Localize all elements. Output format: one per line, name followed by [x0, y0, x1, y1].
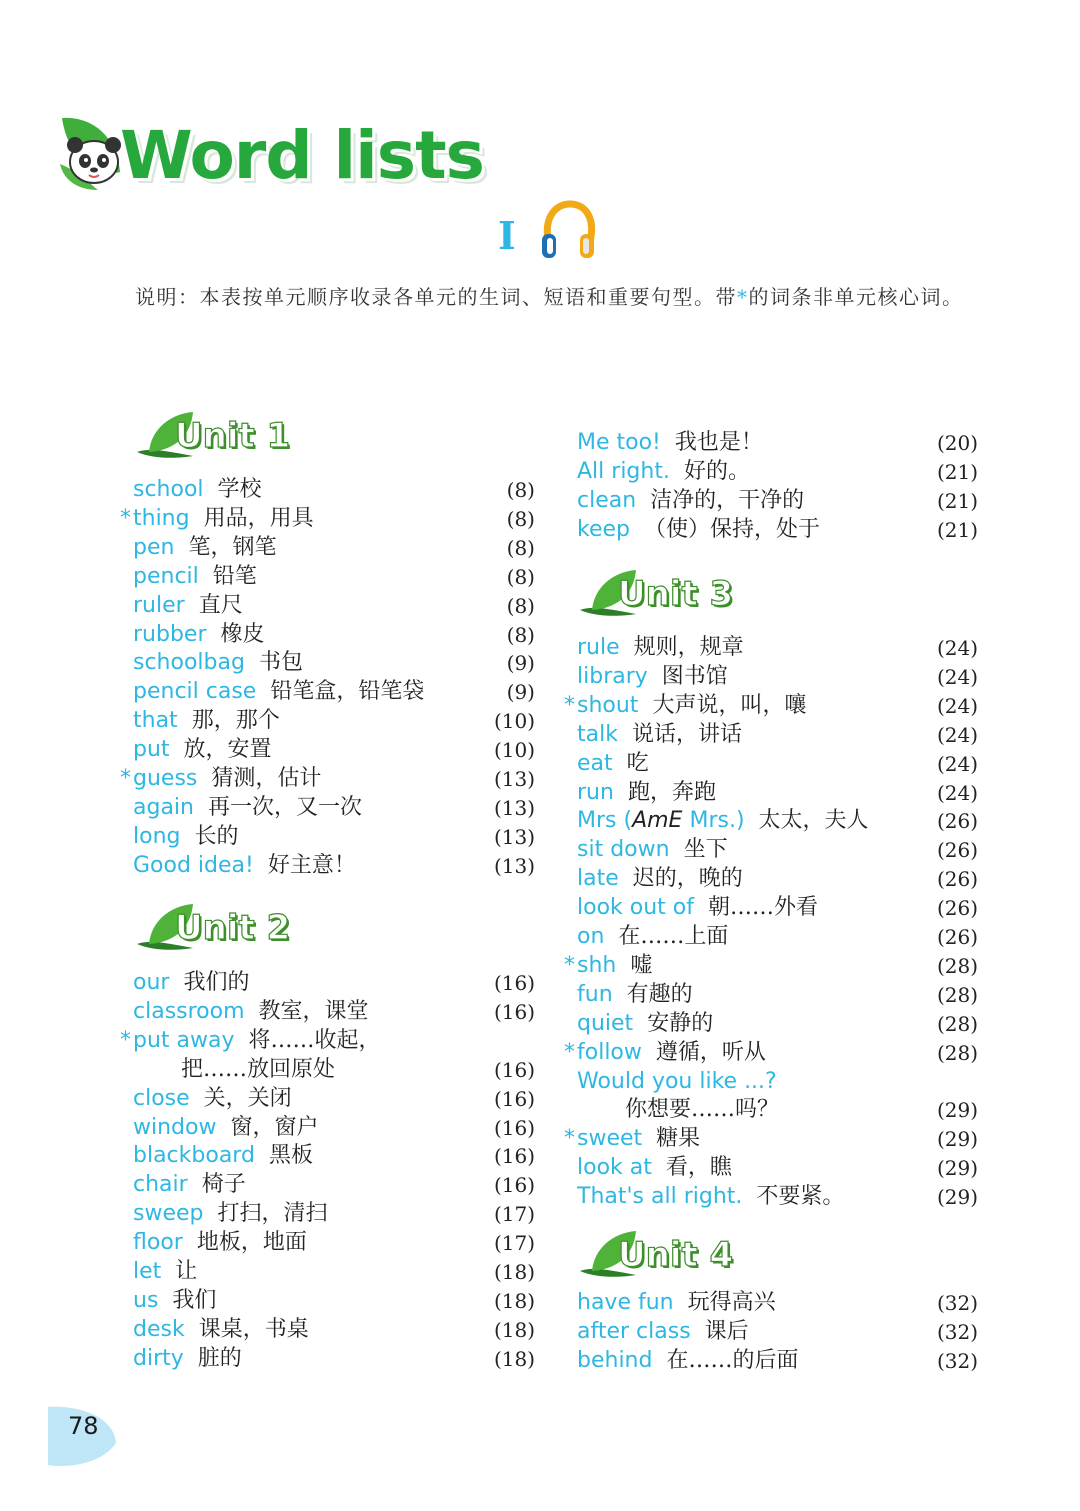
- entry-page: (13): [493, 795, 535, 820]
- entry-word: [133, 970, 169, 995]
- non-core-marker: *: [564, 1126, 575, 1152]
- entry-page: (16): [493, 999, 535, 1024]
- unit-4-heading: Unit 4: [578, 1227, 778, 1283]
- entry-page: (8): [506, 506, 535, 531]
- entry-meaning: 我们的: [183, 970, 250, 995]
- entry-word: [577, 751, 613, 776]
- entry-word-text: sweet: [577, 1126, 643, 1152]
- entry-meaning: 放，安置: [183, 737, 272, 763]
- page-number: 78: [68, 1412, 99, 1440]
- entry-word-text: again: [133, 794, 194, 820]
- entry-word: [577, 1069, 777, 1094]
- non-core-marker: *: [120, 505, 131, 531]
- unit-1-heading: Unit 1: [135, 408, 335, 464]
- list-item: [133, 793, 535, 823]
- entry-page: (16): [493, 1086, 535, 1111]
- entry-word: [577, 982, 613, 1007]
- list-item: [577, 922, 978, 952]
- intro-note: 说明：本表按单元顺序收录各单元的生词、短语和重要句型。带*的词条非单元核心词。: [135, 285, 964, 309]
- entry-meaning: 窗，窗户: [230, 1114, 319, 1140]
- entry-word: [133, 795, 194, 820]
- entry-meaning: 在……的后面: [666, 1347, 799, 1373]
- entry-word-text: put away: [133, 1027, 235, 1053]
- entry-meaning: 把……放回原处: [181, 1056, 336, 1082]
- entry-page: (18): [493, 1260, 535, 1284]
- entry-word-tail: Mrs.): [682, 808, 745, 834]
- list-item: [577, 980, 978, 1010]
- entry-word-text: let: [133, 1259, 162, 1284]
- entry-word: [577, 1011, 633, 1036]
- entry-word-text: look out of: [577, 895, 694, 921]
- entry-word: [133, 766, 197, 791]
- entry-word-text: ruler: [133, 592, 185, 618]
- entry-word: [133, 824, 180, 849]
- list-item: [133, 1055, 535, 1085]
- entry-word-text: sweep: [133, 1201, 204, 1227]
- entry-meaning: 吃: [626, 750, 649, 776]
- entry-word-text: dirty: [133, 1345, 184, 1371]
- entry-word: [577, 488, 636, 513]
- entry-meaning: 跑，奔跑: [627, 779, 716, 805]
- entry-word: [577, 953, 616, 978]
- entry-word: [577, 664, 648, 689]
- entry-page: (16): [493, 1144, 535, 1169]
- entry-word-text: pencil case: [133, 679, 257, 705]
- entry-word: [133, 535, 174, 560]
- entry-meaning: 有趣的: [626, 981, 693, 1007]
- entry-word-text: eat: [577, 750, 613, 776]
- entry-page: (16): [493, 1173, 535, 1198]
- entry-word-text: put: [133, 737, 170, 763]
- entry-meaning: 糖果: [656, 1126, 701, 1152]
- list-item: [577, 835, 978, 865]
- entry-word: [133, 708, 178, 733]
- list-item: [133, 1286, 535, 1316]
- entry-meaning: 玩得高兴: [687, 1290, 776, 1315]
- list-item: [577, 633, 978, 663]
- entry-word: [577, 1319, 691, 1344]
- entry-word-text: desk: [133, 1316, 185, 1342]
- entry-word: [133, 506, 190, 531]
- entry-meaning: 橡皮: [220, 621, 265, 647]
- headphones-icon[interactable]: [538, 200, 598, 262]
- entry-word-text: classroom: [133, 998, 245, 1024]
- entry-word-text: keep: [577, 516, 630, 542]
- entry-word: [133, 564, 199, 589]
- entry-meaning: 铅笔: [212, 563, 257, 589]
- entry-word-text: look at: [577, 1155, 652, 1181]
- list-item: [133, 997, 535, 1027]
- entry-meaning: 不要紧。: [756, 1184, 845, 1210]
- list-item: [577, 864, 978, 894]
- entry-page: (8): [506, 535, 535, 560]
- entry-page: (21): [936, 459, 978, 484]
- list-item: [133, 533, 535, 563]
- entry-word-text: blackboard: [133, 1143, 255, 1169]
- list-item: [133, 1084, 535, 1114]
- entry-word-text: on: [577, 924, 605, 949]
- list-item: [577, 428, 978, 458]
- entry-meaning: 将……收起，: [248, 1027, 381, 1053]
- entry-word: [577, 1040, 642, 1065]
- list-item: [133, 562, 535, 592]
- entry-word-text: thing: [133, 505, 190, 531]
- entry-word-text: chair: [133, 1172, 188, 1198]
- entry-word-text: after class: [577, 1318, 691, 1344]
- entry-page: (9): [506, 680, 535, 705]
- list-item: [577, 1346, 978, 1376]
- entry-word-text: follow: [577, 1039, 642, 1065]
- entry-meaning: 学校: [217, 477, 262, 502]
- entry-word: [133, 1201, 204, 1226]
- entry-page: (28): [936, 982, 978, 1007]
- entry-meaning: 笔，钢笔: [188, 534, 277, 560]
- list-item: [133, 1113, 535, 1143]
- list-item: [133, 1228, 535, 1258]
- list-item: [133, 706, 535, 736]
- entry-word-text: That's all right.: [577, 1184, 743, 1210]
- entry-meaning: 你想要……吗？: [625, 1097, 780, 1123]
- entry-meaning: 在……上面: [618, 924, 729, 949]
- non-core-marker: *: [564, 692, 575, 718]
- entry-page: (17): [493, 1231, 535, 1256]
- list-item: [133, 648, 535, 678]
- list-item: [133, 591, 535, 621]
- entry-meaning: （使）保持，处于: [644, 516, 821, 542]
- entry-word-text: us: [133, 1287, 159, 1313]
- entry-meaning: 坐下: [683, 837, 728, 863]
- list-item: [577, 720, 978, 750]
- entry-meaning: 铅笔盒，铅笔袋: [270, 679, 425, 705]
- entry-page: (20): [936, 431, 978, 455]
- title-text: Word lists: [120, 117, 484, 194]
- entry-page: (26): [936, 896, 978, 921]
- entry-page: (24): [936, 751, 978, 776]
- list-item: [577, 1288, 978, 1318]
- list-item: [133, 1257, 535, 1287]
- entry-word: [133, 650, 245, 675]
- entry-page: (24): [936, 636, 978, 660]
- entry-page: (24): [936, 722, 978, 747]
- entry-word-text: schoolbag: [133, 650, 245, 676]
- entry-word: [133, 679, 256, 704]
- entry-word-text: pencil: [133, 563, 199, 589]
- list-item: [577, 515, 978, 545]
- unit-3-heading: Unit 3: [578, 566, 778, 622]
- entry-page: (24): [936, 693, 978, 718]
- entry-page: (24): [936, 780, 978, 805]
- entry-page: (32): [936, 1348, 978, 1373]
- entry-page: (26): [936, 838, 978, 863]
- entry-meaning: 长的: [194, 823, 239, 849]
- list-item: [577, 1317, 978, 1347]
- entry-page: (32): [936, 1291, 978, 1315]
- entry-word: [577, 808, 745, 833]
- entry-page: (29): [936, 1156, 978, 1181]
- list-item: [564, 1124, 978, 1154]
- list-item: [577, 1095, 978, 1125]
- entry-meaning: 朝……外看: [708, 895, 819, 921]
- entry-page: (16): [493, 1115, 535, 1140]
- entry-meaning: 遵循，听从: [655, 1039, 766, 1065]
- entry-meaning: 好的。: [683, 458, 750, 484]
- entry-word: [133, 593, 185, 618]
- page-title: [58, 112, 488, 196]
- entry-page: (28): [936, 1011, 978, 1036]
- entry-word-text: talk: [577, 721, 618, 747]
- entry-word: [133, 1317, 185, 1342]
- list-item: [577, 486, 978, 516]
- entry-meaning: 好主意！: [267, 852, 356, 878]
- entry-page: (13): [493, 767, 535, 791]
- entry-word: [133, 999, 245, 1024]
- entry-word-text: rubber: [133, 621, 207, 647]
- list-item: [577, 1009, 978, 1039]
- entry-word-text: window: [133, 1114, 217, 1140]
- list-item: [577, 778, 978, 808]
- entry-meaning: 关，关闭: [203, 1085, 292, 1111]
- entry-meaning: 洁净的，干净的: [650, 487, 805, 513]
- entry-word-text: quiet: [577, 1010, 634, 1036]
- entry-page: (13): [493, 853, 535, 878]
- entry-word: [577, 693, 638, 718]
- entry-word-text: Would you like ...?: [577, 1068, 777, 1094]
- list-item: [133, 677, 535, 707]
- entry-word-text: close: [133, 1085, 190, 1111]
- entry-meaning: 图书馆: [661, 663, 728, 689]
- entry-word: [133, 1143, 255, 1168]
- non-core-marker: *: [564, 1039, 575, 1065]
- entry-meaning: 地板，地面: [196, 1230, 307, 1256]
- entry-meaning: 规则，规章: [633, 635, 744, 660]
- entry-word: [577, 430, 661, 455]
- entry-page: (13): [493, 824, 535, 849]
- entry-page: (16): [493, 971, 535, 995]
- entry-page: (8): [506, 622, 535, 647]
- entry-word: [577, 837, 670, 862]
- non-core-marker: *: [120, 1027, 131, 1053]
- entry-meaning: 书包: [258, 650, 303, 676]
- entry-word: [133, 1288, 158, 1313]
- entry-word-note: AmE: [632, 808, 683, 834]
- entry-word-text: rule: [577, 635, 620, 660]
- entry-meaning: 大声说，叫，嚷: [652, 692, 807, 718]
- entry-word-text: pen: [133, 534, 175, 560]
- entry-meaning: 课后: [704, 1318, 749, 1344]
- entry-meaning: 迟的，晚的: [632, 866, 743, 892]
- entry-meaning: 嘘: [630, 952, 653, 978]
- entry-word-text: our: [133, 970, 170, 995]
- list-item: [133, 1199, 535, 1229]
- entry-word: [577, 780, 614, 805]
- entry-word: [577, 635, 620, 660]
- entry-word-text: Good idea!: [133, 852, 254, 878]
- entry-word-text: floor: [133, 1230, 183, 1256]
- entry-word: [133, 1086, 190, 1111]
- entry-meaning: 直尺: [198, 592, 243, 618]
- entry-meaning: 安静的: [647, 1010, 714, 1036]
- entry-word-text: shh: [577, 952, 617, 978]
- entry-page: (32): [936, 1319, 978, 1344]
- entry-word: [133, 1172, 188, 1197]
- entry-page: (26): [936, 867, 978, 892]
- list-item: [577, 457, 978, 487]
- list-item: [120, 1026, 535, 1056]
- entry-meaning: 脏的: [197, 1345, 242, 1371]
- entry-word-text: run: [577, 779, 614, 805]
- entry-page: (9): [506, 651, 535, 676]
- entry-word-text: that: [133, 708, 178, 734]
- entry-page: (21): [936, 517, 978, 542]
- entry-page: (18): [493, 1346, 535, 1371]
- entry-meaning: 椅子: [201, 1172, 246, 1198]
- entry-word-text: long: [133, 823, 181, 849]
- entry-word-text: fun: [577, 981, 613, 1007]
- entry-meaning: 课桌，书桌: [198, 1316, 309, 1342]
- entry-word: [133, 622, 207, 647]
- non-core-marker: *: [564, 952, 575, 978]
- entry-page: (8): [506, 564, 535, 589]
- list-item: [133, 475, 535, 505]
- list-item: [564, 951, 978, 981]
- entry-word: [577, 1290, 674, 1315]
- entry-word-text: Mrs (: [577, 808, 633, 834]
- entry-meaning: 我们: [172, 1287, 217, 1313]
- entry-page: (18): [493, 1288, 535, 1313]
- entry-word-text: Me too!: [577, 430, 661, 455]
- entry-meaning: 那，那个: [191, 708, 280, 734]
- entry-word: [133, 1259, 161, 1284]
- entry-word: [577, 1155, 652, 1180]
- entry-word: [133, 1115, 216, 1140]
- entry-word-text: have fun: [577, 1290, 674, 1315]
- entry-word: [577, 1348, 652, 1373]
- entry-word: [577, 517, 630, 542]
- entry-page: (28): [936, 953, 978, 978]
- entry-word: [577, 924, 604, 949]
- list-item: [564, 1038, 978, 1068]
- entry-word-text: clean: [577, 487, 637, 513]
- entry-page: (18): [493, 1317, 535, 1342]
- list-item: [577, 893, 978, 923]
- entry-meaning: 让: [175, 1259, 198, 1284]
- entry-meaning: 教室，课堂: [258, 998, 369, 1024]
- entry-page: (8): [506, 593, 535, 618]
- list-item: [133, 735, 535, 765]
- entry-word: [577, 722, 618, 747]
- entry-word-text: late: [577, 866, 619, 892]
- list-item: [133, 851, 535, 881]
- entry-word: [133, 477, 204, 502]
- entry-word-text: All right.: [577, 458, 670, 484]
- entry-page: (24): [936, 664, 978, 689]
- entry-meaning: 说话，讲话: [631, 721, 742, 747]
- entry-word-text: shout: [577, 692, 639, 718]
- entry-word: [133, 1346, 184, 1371]
- list-item: [577, 1182, 978, 1212]
- list-item: [577, 1153, 978, 1183]
- list-item: [564, 691, 978, 721]
- unit-2-heading: Unit 2: [135, 900, 335, 956]
- list-item: [133, 968, 535, 998]
- entry-meaning: 黑板: [268, 1143, 313, 1169]
- list-item: [133, 1141, 535, 1171]
- entry-page: (16): [493, 1057, 535, 1082]
- entry-page: (10): [493, 709, 535, 734]
- entry-meaning: 再一次，又一次: [207, 794, 362, 820]
- entry-word: [577, 1126, 642, 1151]
- entry-page: (17): [493, 1202, 535, 1227]
- entry-page: (8): [506, 478, 535, 502]
- entry-meaning: 猜测，估计: [211, 766, 322, 791]
- list-item: [133, 1315, 535, 1345]
- non-core-marker: *: [120, 766, 131, 791]
- entry-page: (10): [493, 738, 535, 763]
- entry-page: (28): [936, 1040, 978, 1065]
- entry-word: [577, 1184, 742, 1209]
- entry-page: (29): [936, 1185, 978, 1210]
- list-item: [133, 1344, 535, 1374]
- entry-word-text: guess: [133, 766, 198, 791]
- list-item: [133, 822, 535, 852]
- entry-meaning: 用品，用具: [203, 505, 314, 531]
- panda-icon: [58, 112, 128, 192]
- entry-word: [577, 895, 694, 920]
- entry-page: (26): [936, 809, 978, 834]
- entry-word: [133, 853, 254, 878]
- entry-page: (29): [936, 1098, 978, 1123]
- entry-word: [133, 737, 170, 762]
- entry-page: (21): [936, 488, 978, 513]
- list-item: [577, 806, 978, 836]
- section-numeral: I: [498, 213, 516, 258]
- list-item: [577, 1067, 978, 1097]
- list-item: [133, 620, 535, 650]
- entry-word-text: school: [133, 477, 204, 502]
- list-item: [577, 662, 978, 692]
- entry-word-text: library: [577, 663, 648, 689]
- entry-word: [133, 1028, 235, 1053]
- entry-page: (29): [936, 1127, 978, 1152]
- entry-meaning: 我也是！: [674, 430, 763, 455]
- list-item: [577, 749, 978, 779]
- entry-meaning: 太太，夫人: [758, 808, 869, 834]
- entry-page: (26): [936, 925, 978, 949]
- list-item: [120, 504, 535, 534]
- entry-word-text: sit down: [577, 837, 670, 863]
- list-item: [120, 764, 535, 794]
- entry-word-text: behind: [577, 1347, 653, 1373]
- list-item: [133, 1170, 535, 1200]
- entry-meaning: 打扫，清扫: [217, 1201, 328, 1227]
- entry-word: [577, 459, 670, 484]
- entry-meaning: 看，瞧: [665, 1155, 732, 1181]
- entry-word: [577, 866, 619, 891]
- entry-word: [133, 1230, 183, 1255]
